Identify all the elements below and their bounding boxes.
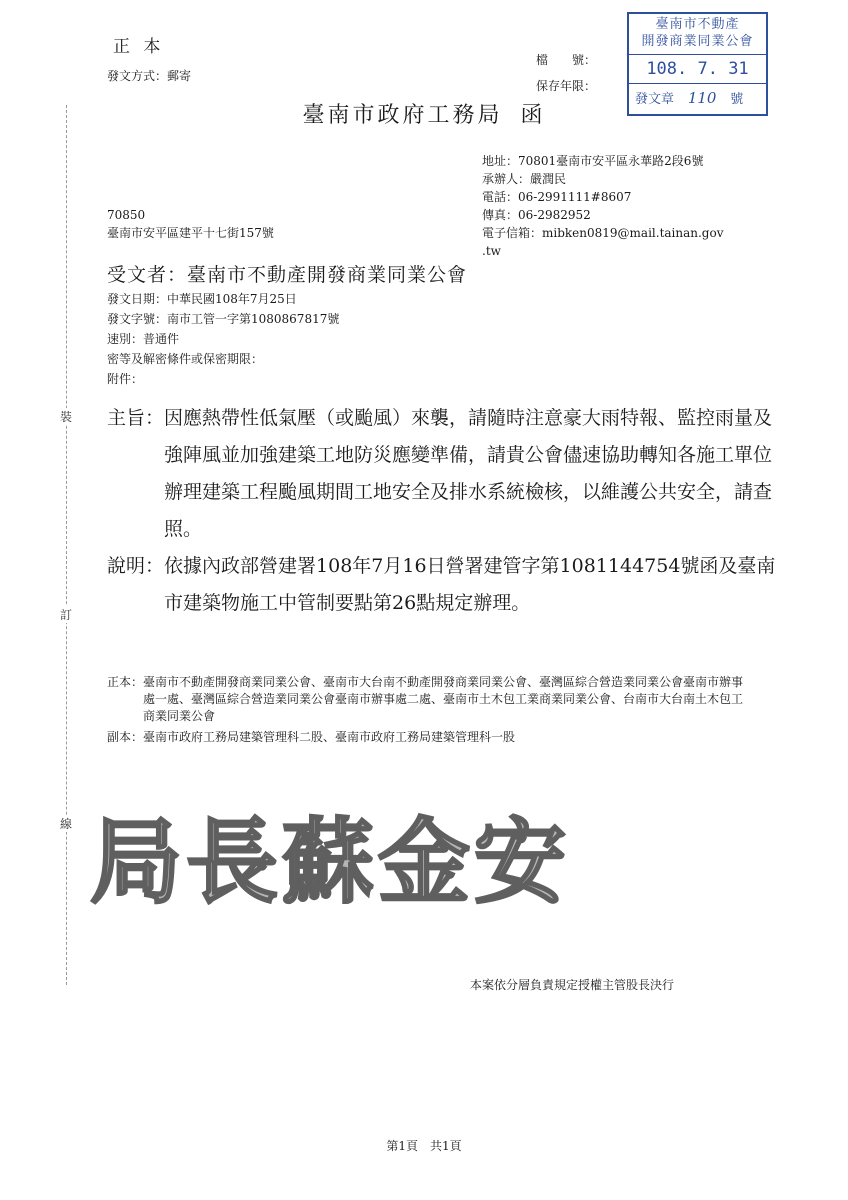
sender-phone: 電話：06-2991111#8607 bbox=[482, 190, 632, 204]
subject-label: 主旨： bbox=[107, 407, 165, 429]
explanation-text: 依據內政部營建署108年7月16日營署建管字第1081144754號函及臺南市建築物施工中管制要點第26點規定辦理。 bbox=[164, 555, 776, 614]
stamp-doc-number-suffix: 號 bbox=[730, 92, 744, 107]
binding-char-bind: 裝 bbox=[59, 410, 72, 424]
stamp-organization-line1: 臺南市不動產 bbox=[655, 17, 740, 32]
explanation-section bbox=[107, 548, 787, 622]
sender-fax: 傳真：06-2982952 bbox=[482, 208, 591, 222]
recipient-postcode: 70850 bbox=[107, 208, 146, 222]
binding-char-line: 線 bbox=[59, 817, 72, 831]
page-footer: 第1頁 共1頁 bbox=[386, 1139, 462, 1153]
copy-text: 臺南市政府工務局建築管理科二股、臺南市政府工務局建築管理科一股 bbox=[143, 730, 516, 744]
copy-label: 副本： bbox=[107, 730, 144, 744]
distribution-list bbox=[107, 674, 752, 750]
delivery-method: 發文方式：郵寄 bbox=[107, 69, 192, 83]
sender-address: 地址：70801臺南市安平區永華路2段6號 bbox=[482, 154, 704, 168]
signature-text: 局長蘇金安 bbox=[89, 808, 571, 916]
agency-name: 臺南市政府工務局 bbox=[302, 103, 503, 128]
recipient-street: 臺南市安平區建平十七街157號 bbox=[107, 226, 274, 240]
confidentiality: 密等及解密條件或保密期限： bbox=[107, 352, 264, 366]
original-text: 臺南市不動產開發商業同業公會、臺南市大台南不動產開發商業同業公會、臺灣區綜合營造業同業公會臺南市辦事處一處、臺灣區綜合營造業同業公會臺南市辦事處二處、臺南市土木包工業商業同業公會、台南市大台南土木包工商業同業公會 bbox=[143, 675, 744, 723]
speed: 速別：普通件 bbox=[107, 332, 180, 346]
sender-handler: 承辦人：嚴潤民 bbox=[482, 172, 567, 186]
explanation-label: 說明： bbox=[107, 555, 165, 577]
file-number-label: 檔 號： bbox=[536, 53, 597, 67]
attachments: 附件： bbox=[107, 372, 144, 386]
authorization-note: 本案依分層負責規定授權主管股長決行 bbox=[470, 978, 675, 992]
issue-date: 發文日期：中華民國108年7月25日 bbox=[107, 292, 297, 306]
subject-text: 因應熱帶性低氣壓（或颱風）來襲，請隨時注意豪大雨特報、監控雨量及強陣風並加強建築工地防災應變準備，請貴公會儘速協助轉知各施工單位辦理建築工程颱風期間工地安全及排水系統檢核，以維護公共安全，請查照。 bbox=[164, 407, 773, 540]
doc-number: 發文字號：南市工管一字第1080867817號 bbox=[107, 312, 340, 326]
copy-mark: 正 本 bbox=[113, 37, 165, 57]
stamp-doc-number-label: 發文章 bbox=[635, 92, 675, 107]
binding-margin-line bbox=[66, 105, 67, 985]
stamp-doc-number-value: 110 bbox=[687, 89, 717, 107]
retention-label: 保存年限： bbox=[536, 79, 597, 93]
copy-recipients bbox=[107, 729, 752, 746]
document-title bbox=[0, 98, 848, 129]
stamp-organization-line2: 開發商業同業公會 bbox=[641, 34, 754, 49]
document-body bbox=[107, 400, 787, 622]
document-type: 函 bbox=[520, 103, 546, 128]
sender-email-continued: .tw bbox=[482, 244, 501, 258]
stamp-date: 108. 7. 31 bbox=[629, 55, 766, 84]
director-signature bbox=[89, 798, 571, 918]
stamp-organization bbox=[629, 14, 766, 55]
recipient: 受文者：臺南市不動產開發商業同業公會 bbox=[107, 264, 468, 286]
subject-section bbox=[107, 400, 787, 548]
original-label: 正本： bbox=[107, 675, 144, 689]
original-recipients bbox=[107, 674, 752, 725]
sender-email: 電子信箱：mibken0819@mail.tainan.gov bbox=[482, 226, 724, 240]
binding-char-staple: 訂 bbox=[59, 608, 72, 622]
